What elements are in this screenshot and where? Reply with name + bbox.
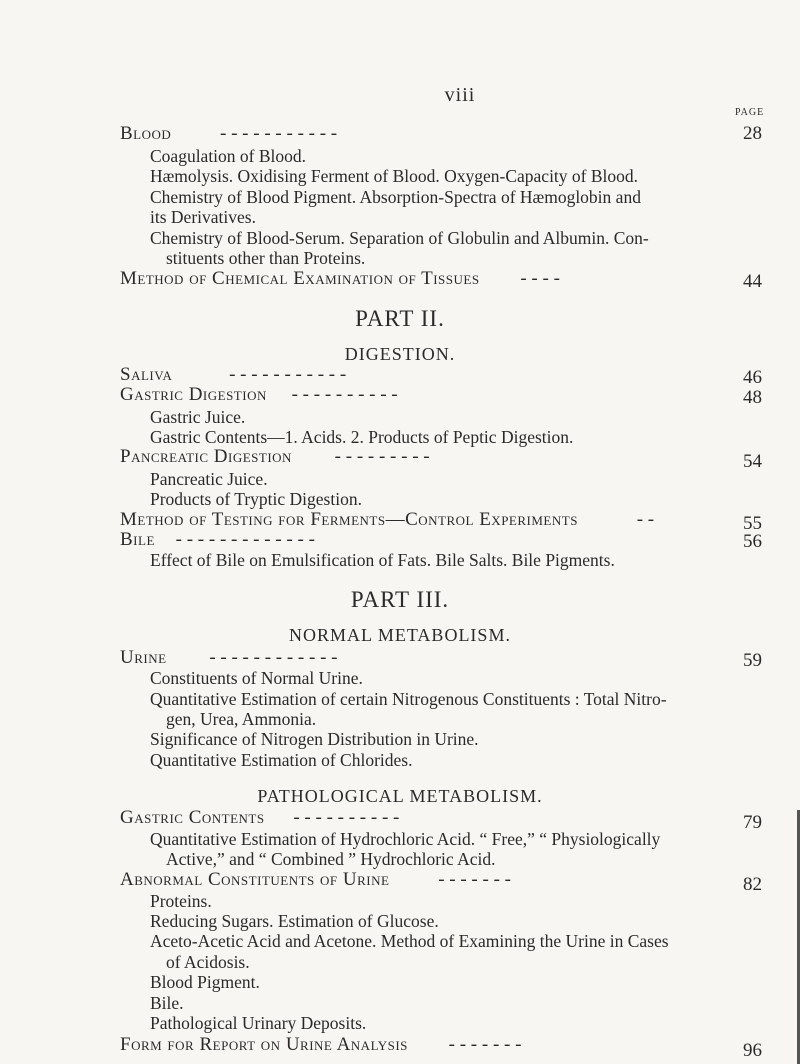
toc-entry-title: Gastric Digestion <box>120 384 267 406</box>
toc-subentry: gen, Urea, Ammonia. <box>166 708 317 729</box>
toc-subentry: Reducing Sugars. Estimation of Glucose. <box>150 911 439 932</box>
toc-entry-title: Method of Testing for Ferments—Control Experiments <box>120 508 578 530</box>
dot-leader: - - - - - - - - - <box>334 446 430 468</box>
toc-subentry: Coagulation of Blood. <box>150 145 307 166</box>
toc-entry-blood[interactable] <box>120 123 337 145</box>
toc-subentry: Pathological Urinary Deposits. <box>150 1013 367 1034</box>
page-number: 56 <box>743 530 762 552</box>
toc-subentry: Pancreatic Juice. <box>150 468 268 489</box>
toc-subentry: Quantitative Estimation of Chlorides. <box>150 749 413 770</box>
toc-subentry: Significance of Nitrogen Distribution in Urine. <box>150 729 479 750</box>
section-heading: DIGESTION. <box>344 343 456 364</box>
toc-subentry: of Acidosis. <box>166 951 250 972</box>
toc-entry-urine[interactable] <box>120 647 338 669</box>
toc-entry-bile[interactable] <box>120 529 315 551</box>
page-number: 79 <box>743 811 762 833</box>
toc-subentry: Hæmolysis. Oxidising Ferment of Blood. Oxygen-Capacity of Blood. <box>150 166 639 187</box>
dot-leader: - - - - - - - - - - - - - <box>175 528 315 550</box>
toc-entry-abnormal-urine[interactable] <box>120 869 511 891</box>
dot-leader: - - - - - - - - - - - - <box>209 646 338 668</box>
toc-entry-title: Saliva <box>120 363 173 385</box>
toc-entry-title: Abnormal Constituents of Urine <box>120 869 390 891</box>
toc-entry-title: Method of Chemical Examination of Tissues <box>120 268 480 290</box>
folio-number: viii <box>444 84 476 106</box>
toc-entry-saliva[interactable] <box>120 364 346 386</box>
toc-entry-title: Pancreatic Digestion <box>120 446 292 468</box>
dot-leader: - - - - <box>520 268 560 290</box>
page-number: 59 <box>743 650 762 672</box>
toc-entry-title: Gastric Contents <box>120 807 265 829</box>
dot-leader: - - <box>636 508 655 530</box>
toc-subentry: Gastric Juice. <box>150 406 246 427</box>
page-number: 82 <box>743 873 762 895</box>
page-number: 55 <box>743 513 762 535</box>
page-number: 48 <box>743 387 762 409</box>
page-number: 54 <box>743 451 762 473</box>
dot-leader: - - - - - - - <box>448 1033 522 1055</box>
page-number: 96 <box>743 1040 762 1061</box>
section-heading: PATHOLOGICAL METABOLISM. <box>257 785 543 806</box>
part-heading: PART II. <box>355 306 445 332</box>
toc-subentry: stituents other than Proteins. <box>166 247 366 268</box>
toc-entry-title: Blood <box>120 122 172 144</box>
page-number: 28 <box>743 122 762 144</box>
toc-subentry: Active,” and “ Combined ” Hydrochloric Acid. <box>166 848 496 869</box>
toc-subentry: Aceto-Acetic Acid and Acetone. Method of Examining the Urine in Cases <box>150 931 669 952</box>
toc-entry-pancreatic-digestion[interactable] <box>120 446 430 468</box>
section-heading: NORMAL METABOLISM. <box>289 625 511 646</box>
toc-subentry: its Derivatives. <box>150 207 256 228</box>
toc-subentry: Products of Tryptic Digestion. <box>150 489 362 510</box>
toc-subentry: Constituents of Normal Urine. <box>150 668 363 689</box>
toc-entry-title: Urine <box>120 646 167 668</box>
toc-subentry: Effect of Bile on Emulsification of Fats. Bile Salts. Bile Pigments. <box>150 550 615 571</box>
dot-leader: - - - - - - - - - - <box>291 384 398 406</box>
toc-subentry: Proteins. <box>150 890 212 911</box>
page-column-header: PAGE <box>735 107 765 118</box>
toc-subentry: Blood Pigment. <box>150 972 260 993</box>
toc-subentry: Chemistry of Blood Pigment. Absorption-Spectra of Hæmoglobin and <box>150 186 641 207</box>
toc-entry-testing-ferments[interactable] <box>120 509 654 531</box>
toc-entry-report-form[interactable] <box>120 1034 521 1056</box>
toc-subentry: Quantitative Estimation of certain Nitrogenous Constituents : Total Nitro- <box>150 688 667 709</box>
toc-subentry: Chemistry of Blood-Serum. Separation of Globulin and Albumin. Con- <box>150 227 649 248</box>
page-number: 46 <box>743 366 762 388</box>
toc-subentry: Gastric Contents—1. Acids. 2. Products of Peptic Digestion. <box>150 426 574 447</box>
toc-entry-gastric-digestion[interactable] <box>120 384 398 406</box>
toc-entry-gastric-contents[interactable] <box>120 807 399 829</box>
dot-leader: - - - - - - - - - - <box>293 807 400 829</box>
dot-leader: - - - - - - - - - - - <box>220 122 338 144</box>
dot-leader: - - - - - - - <box>438 869 511 891</box>
toc-entry-method-tissues[interactable] <box>120 268 560 290</box>
toc-subentry: Quantitative Estimation of Hydrochloric Acid. “ Free,” “ Physiologically <box>150 828 661 849</box>
toc-subentry: Bile. <box>150 992 184 1013</box>
toc-entry-title: Bile <box>120 528 155 550</box>
toc-entry-title: Form for Report on Urine Analysis <box>120 1033 408 1055</box>
dot-leader: - - - - - - - - - - - <box>229 363 347 385</box>
page-number: 44 <box>743 271 762 293</box>
part-heading: PART III. <box>350 587 450 613</box>
